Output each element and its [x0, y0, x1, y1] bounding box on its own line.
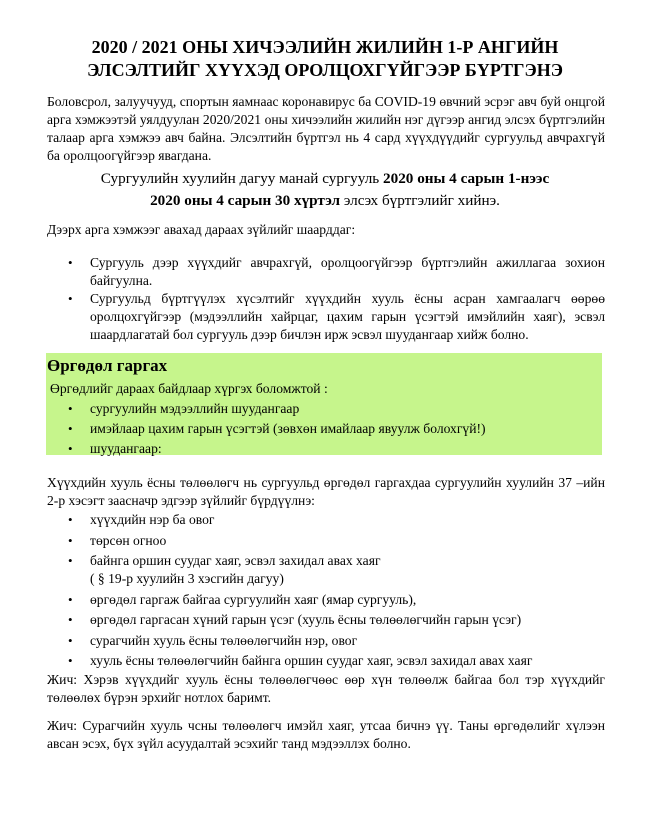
registration-period: [40, 168, 610, 212]
list-item: [68, 532, 605, 550]
list-item: [68, 611, 605, 629]
note-1: Жич: Хэрэв хүүхдийг хууль ёсны төлөөлөгчөөс өөр хүн төлөөлж байгаа бол тэр хүүхдийг төлөөлөх бүрэн эрхийг нотлох баримт.: [47, 672, 605, 705]
application-methods-list: [68, 399, 598, 459]
list-item-text: өргөдөл гаргаж байгаа сургуулийн хаяг (ямар сургууль),: [90, 591, 417, 607]
requirements-intro: Дээрх арга хэмжээг авахад дараах зүйлийг шаарддаг:: [47, 222, 356, 237]
registration-period-line-2: [40, 190, 610, 212]
lead-text: Сургуулийн хуулийн дагуу манай сургууль: [100, 170, 384, 187]
title-line-2: ЭЛСЭЛТИЙГ ХҮҮХЭД ОРОЛЦОХГҮЙГЭЭР БҮРТГЭНЭ: [87, 60, 563, 80]
required-fields-list: [68, 511, 605, 673]
lead-end-date: 2020 оны 4 сарын 30 хүртэл: [150, 192, 341, 209]
list-item: [68, 632, 605, 650]
list-item: • имэйлаар цахим гарын үсэгтэй (зөвхөн имайлаар явуулж болохгүй!): [68, 419, 598, 439]
list-item: • Сургуульд бүртгүүлэх хүсэлтийг хүүхдийн хууль ёсны асран хамгаалагч өөрөө оролцохгүйгээр (мэдээллийн хайрцаг, цахим гарын үсэгтэй имэйлийн хаяг), эсвэл шаардлагатай бол сургууль дээр бичлэн ирж эсвэл шуудангаар хийж болно.: [68, 290, 605, 344]
list-item-text: хууль ёсны төлөөлөгчийн байнга оршин суудаг хаяг, эсвэл захидал авах хаяг: [90, 653, 533, 668]
list-item-text: сурагчийн хууль ёсны төлөөлөгчийн нэр, овог: [90, 632, 358, 648]
list-item: • шуудангаар:: [68, 439, 598, 459]
application-heading: Өргөдөл гаргах: [47, 356, 168, 375]
lead-tail: элсэх бүртгэлийг хийнэ.: [340, 192, 500, 209]
list-item-subtext: ( § 19-р хуулийн 3 хэсгийн дагуу): [90, 571, 284, 586]
required-fields-intro: Хүүхдийн хууль ёсны төлөөлөгч нь сургуульд өргөдөл гаргахдаа сургуулийн хуулийн 37 –ийн 2-р хэсэгт заасначр эдгээр зүйлийг бүрдүүлнэ:: [47, 475, 605, 508]
list-item: • Сургууль дээр хүүхдийг авчрахгүй, оролцоогүйгээр бүртгэлийн ажиллагаа зохион байгуулна.: [68, 254, 605, 290]
list-item: • сургуулийн мэдээллийн шуудангаар: [68, 399, 598, 419]
list-item: [68, 652, 605, 670]
note-2: Жич: Сурагчийн хууль чсны төлөөлөгч имэйл хаяг, утсаа бичнэ үү. Таны өргөдөлийг хүлээн авсан эсэх, бүх зүйл асуудалтай эсэхийг танд мэдээллэх болно.: [47, 718, 605, 751]
list-item-text: хүүхдийн нэр ба овог: [90, 512, 215, 527]
intro-paragraph: Боловсрол, залуучууд, спортын яамнаас коронавирус ба COVID-19 өвчний эсрэг авч буй онцгой арга хэмжээтэй уялдуулан 2020/2021 оны хичээлийн жилийн нэг дүгээр ангид элсэх бүртгэлийн талаар арга хэмжээ авч байна. Элсэлтийн бүртгэл нь 4 сард хүүхдүүдийг сургуульд авчрахгүй ба оролцоогүйгээр явагдана.: [47, 94, 605, 163]
title-line-1: 2020 / 2021 ОНЫ ХИЧЭЭЛИЙН ЖИЛИЙН 1-Р АНГИЙН: [91, 37, 559, 57]
registration-period-line-1: [40, 168, 610, 190]
list-item-text: төрсөн огноо: [90, 532, 167, 548]
list-item: [68, 511, 605, 529]
list-item: [68, 591, 605, 609]
page-title: [40, 36, 610, 82]
lead-start-date: 2020 оны 4 сарын 1-нээс: [383, 170, 550, 187]
application-subtitle: Өргөдлийг дараах байдлаар хүргэх боломжтой :: [50, 381, 328, 396]
list-item-text: байнга оршин суудаг хаяг, эсвэл захидал авах хаяг: [90, 553, 381, 568]
list-item: [68, 552, 605, 588]
requirements-list: [68, 254, 605, 344]
list-item-text: өргөдөл гаргасан хүний гарын үсэг (хууль ёсны төлөөлөгчийн гарын үсэг): [90, 612, 522, 627]
